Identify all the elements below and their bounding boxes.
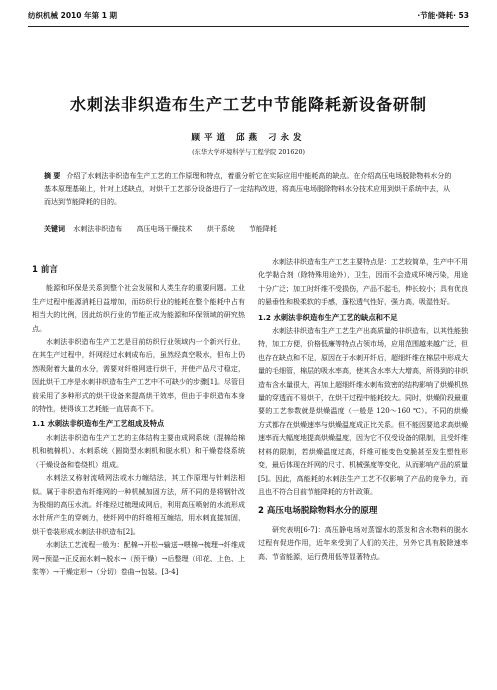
paragraph: 水刺法非织造布生产工艺的主体结构主要由成网系统（混棉给棉机和梳棉机）、水刺系统（圆筒型水刺机和脱水机）和干燥卷绕系统（干燥设备和卷绕机）组成。 xyxy=(32,433,245,469)
right-column xyxy=(258,256,468,564)
abstract-label: 摘 要 xyxy=(44,172,61,180)
section-heading-1-1: 1.1 水刺法非织造布生产工艺组成及特点 xyxy=(32,419,165,429)
running-header xyxy=(28,10,469,24)
affiliation: (东华大学环境科学与工程学院 201620) xyxy=(192,149,305,156)
keyword: 节能降耗 xyxy=(248,225,277,233)
authors: 顾平道 邱燕 刁永发 xyxy=(191,133,306,143)
paragraph: 水刺法又称射流喷网法或水力缠结法，其工作原理与针刺法相似。属于非织造布纤维网的一种机械加固方法，所不同的是将钢针改为极细的高压水流。纤维经过梳理成网后，利用高压喷射的水流形成水针所产生的穿刺力，使纤网中的纤维相互缠结，用水刺直接加固，烘干卷装形成水刺法非织造布[2]。 xyxy=(32,474,245,536)
section-heading-2: 2 高压电场脱除物料水分的原理 xyxy=(258,506,378,517)
paragraph: 水刺法非织造布生产工艺是目前纺织行业领域内一个新兴行业，在其生产过程中，纤网经过水刺成布后，虽然经真空吸水，但布上仍然吸附着大量的水分，需要对纤维网进行烘干，并使产品尺寸稳定，因此烘干工序是水刺非织造布生产工艺中不可缺少的步骤[1]。尽管目前采用了多种形式的烘干设备来提高烘干效率，但由于非织造布本身的特性，使得该工艺耗能一直居高不下。 xyxy=(32,338,245,414)
keyword: 水刺法非织造布 xyxy=(73,225,123,233)
journal-name: 纺织机械 2010 年第 1 期 xyxy=(28,11,118,20)
paragraph: 水刺法非织造布生产工艺主要特点是：工艺较简单，生产中不用化学黏合剂（除特殊用途外），卫生，因而不会造成环境污染，用途十分广泛；加工时纤维不受损伤，产品不起毛，伸长较小；具有优良的悬垂性和极柔软的手感，蓬松透气性好，强力高，吸湿性好。 xyxy=(258,258,468,307)
keywords xyxy=(44,224,454,234)
left-column xyxy=(32,258,245,579)
section-heading-1: 1 前言 xyxy=(32,265,58,275)
abstract xyxy=(44,170,454,209)
paragraph: 研究表明[6-7]：高压静电场对蒸馏水的蒸发和含水物料的脱水过程有促进作用，近年来受到了人们的关注，另外它具有脱除速率高、节省能源，运行费用低等显著特点。 xyxy=(258,525,468,561)
paper-title: 水刺法非织造布生产工艺中节能降耗新设备研制 xyxy=(69,95,427,114)
paragraph: 水刺法工艺流程一般为：配棉→开松→输送→喂棉→梳理→纤维成网→预湿→正反面水刺→脱水→（预干燥）→后整理（印花、上色、上浆等）→干燥定形→（分切）卷曲→包装。[3-4] xyxy=(32,541,245,576)
keyword: 烘干系统 xyxy=(206,225,235,233)
abstract-text: 介绍了水刺法非织造布生产工艺的工作原理和特点，着重分析它在实际应用中能耗高的缺点。在介绍高压电场脱除物料水分的基本原理基础上，针对上述缺点，对烘干工艺部分设备进行了一定结构改进，将高压电场脱除物料水分技术应用到烘干系统中去，从而达到节能降耗的目的。 xyxy=(44,172,452,206)
section-heading-1-2: 1.2 水刺法非织造布生产工艺的缺点和不足 xyxy=(258,312,398,322)
keyword: 高压电场干燥技术 xyxy=(136,225,193,233)
keywords-label: 关键词 xyxy=(44,225,65,233)
paragraph: 能源和环保是关系到整个社会发展和人类生存的重要问题。工业生产过程中能源消耗日益增加，而纺织行业的能耗在整个能耗中占有相当大的比例，因此纺织行业的节能正成为能源和环保领域的研究热点。 xyxy=(32,284,245,333)
header-rule xyxy=(28,26,469,27)
section-page-number: ·节能·降耗· 53 xyxy=(417,11,469,20)
paragraph: 水刺法非织造布生产工艺生产出高质量的非织造布，以其性能独特，加工方便，价格低廉等特点占领市场，应用范围越来越广泛，但也存在缺点和不足，原因在于水刺开纤后，超细纤维在棉层中形成大量的毛细管，棉层的吸水率高，使其含水率大大增高，所得到的非织造布含水量很大，再加上超细纤维水刺布致密的结构影响了烘燥机热量的穿透而不易烘干，在烘干过程中能耗较大。同时，烘燥阶段最重要的工艺参数就是烘燥温度（一般是 120～160 ℃）。不同的烘燥方式都存在烘燥速率与烘燥温度成正比关系。但不能因要追求高烘燥速率而大幅度地提高烘燥温度，因为它不仅受设备的限制，且受纤维材料的限制，若烘燥温度过高，纤维可能变色变脆甚至发生塑性形变，最后体现在纤网的尺寸、机械强度等变化，从而影响产品的质量[5]。因此，高能耗的水刺法生产工艺不仅影响了产品的竞争力，而且也不符合目前节能降耗的方针政策。 xyxy=(258,327,468,496)
